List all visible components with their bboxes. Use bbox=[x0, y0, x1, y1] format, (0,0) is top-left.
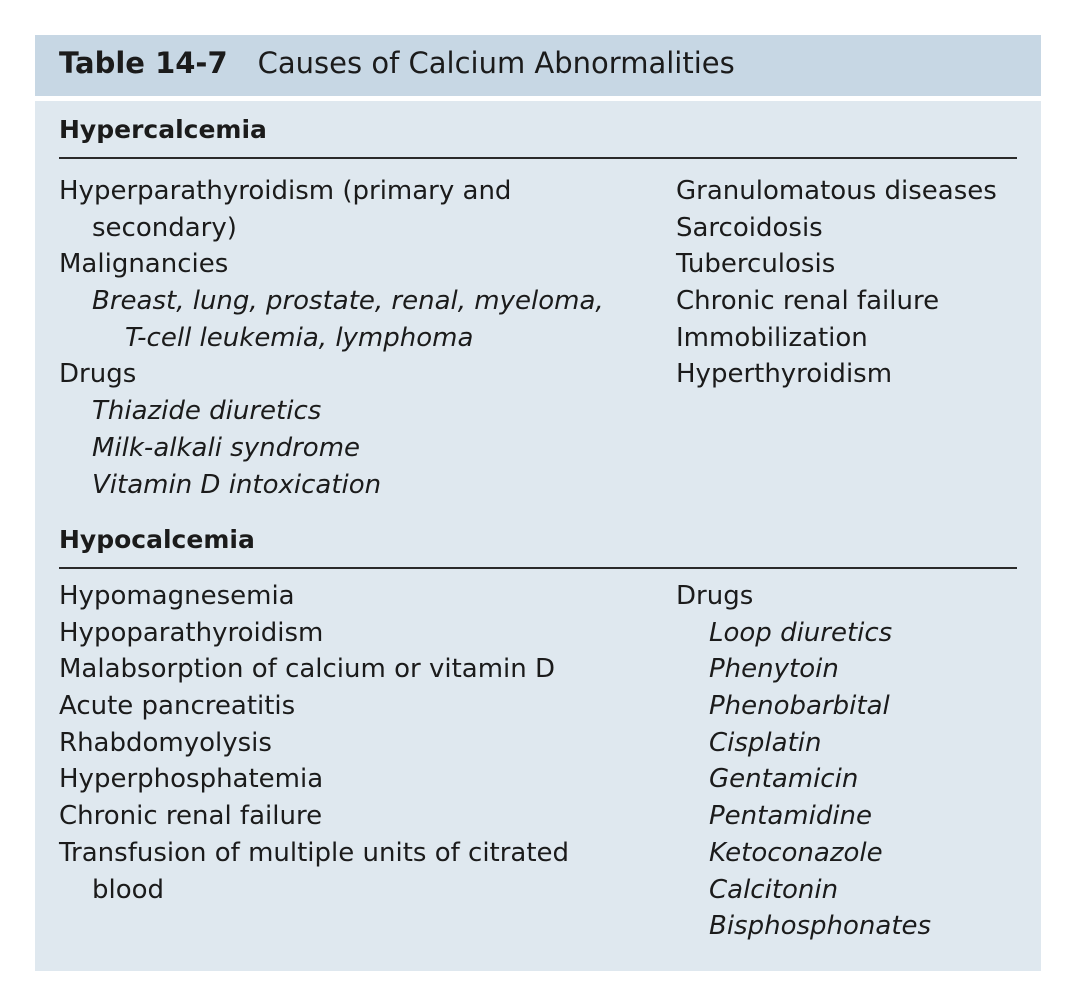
list-item: Malabsorption of calcium or vitamin D bbox=[59, 654, 556, 685]
list-item: Hyperphosphatemia bbox=[59, 764, 324, 795]
list-item: Loop diuretics bbox=[709, 617, 893, 648]
list-item: Drugs bbox=[676, 581, 754, 611]
table-number: Table 14-7 bbox=[59, 46, 228, 80]
list-item: Acute pancreatitis bbox=[59, 691, 296, 722]
list-item: Tuberculosis bbox=[676, 249, 836, 280]
list-item: Ketoconazole bbox=[709, 837, 883, 868]
hypocalcemia-right-list bbox=[676, 578, 931, 945]
table-title-bar bbox=[35, 35, 1041, 96]
list-item: Drugs bbox=[59, 359, 137, 390]
title-divider bbox=[35, 96, 1041, 101]
list-item: Cisplatin bbox=[709, 727, 822, 758]
hypocalcemia-left-list bbox=[59, 578, 569, 908]
list-item: Granulomatous diseases bbox=[676, 176, 997, 206]
table-caption: Causes of Calcium Abnormalities bbox=[257, 46, 735, 80]
hypercalcemia-rule bbox=[59, 157, 1017, 159]
hypercalcemia-left-list bbox=[59, 173, 604, 503]
list-item: Hyperparathyroidism (primary and bbox=[59, 176, 512, 206]
list-item: Phenobarbital bbox=[709, 691, 890, 722]
list-item: blood bbox=[92, 874, 165, 905]
list-item: Breast, lung, prostate, renal, myeloma, bbox=[92, 286, 604, 317]
hypocalcemia-heading: Hypocalcemia bbox=[59, 525, 255, 554]
list-item: Chronic renal failure bbox=[676, 286, 940, 317]
list-item: Hyperthyroidism bbox=[676, 359, 893, 390]
list-item: Sarcoidosis bbox=[676, 212, 823, 243]
hypercalcemia-right-list bbox=[676, 173, 997, 393]
list-item: Rhabdomyolysis bbox=[59, 727, 272, 758]
list-item: Calcitonin bbox=[709, 874, 839, 905]
list-item: Gentamicin bbox=[709, 764, 859, 795]
list-item: Transfusion of multiple units of citrated bbox=[59, 837, 570, 868]
list-item: Malignancies bbox=[59, 249, 229, 280]
list-item: Hypomagnesemia bbox=[59, 581, 295, 611]
list-item: Vitamin D intoxication bbox=[92, 469, 382, 500]
hypocalcemia-rule bbox=[59, 567, 1017, 569]
list-item: Chronic renal failure bbox=[59, 801, 323, 832]
list-item: Immobilization bbox=[676, 322, 868, 353]
list-item: Pentamidine bbox=[709, 801, 873, 832]
hypercalcemia-heading: Hypercalcemia bbox=[59, 115, 267, 144]
table-title bbox=[59, 43, 735, 83]
list-item: Phenytoin bbox=[709, 654, 839, 685]
list-item: Milk-alkali syndrome bbox=[92, 432, 361, 463]
calcium-abnormalities-table bbox=[35, 35, 1041, 971]
list-item: T-cell leukemia, lymphoma bbox=[125, 322, 474, 353]
list-item: Thiazide diuretics bbox=[92, 396, 322, 427]
list-item: secondary) bbox=[92, 212, 237, 243]
list-item: Bisphosphonates bbox=[709, 911, 932, 942]
list-item: Hypoparathyroidism bbox=[59, 617, 324, 648]
